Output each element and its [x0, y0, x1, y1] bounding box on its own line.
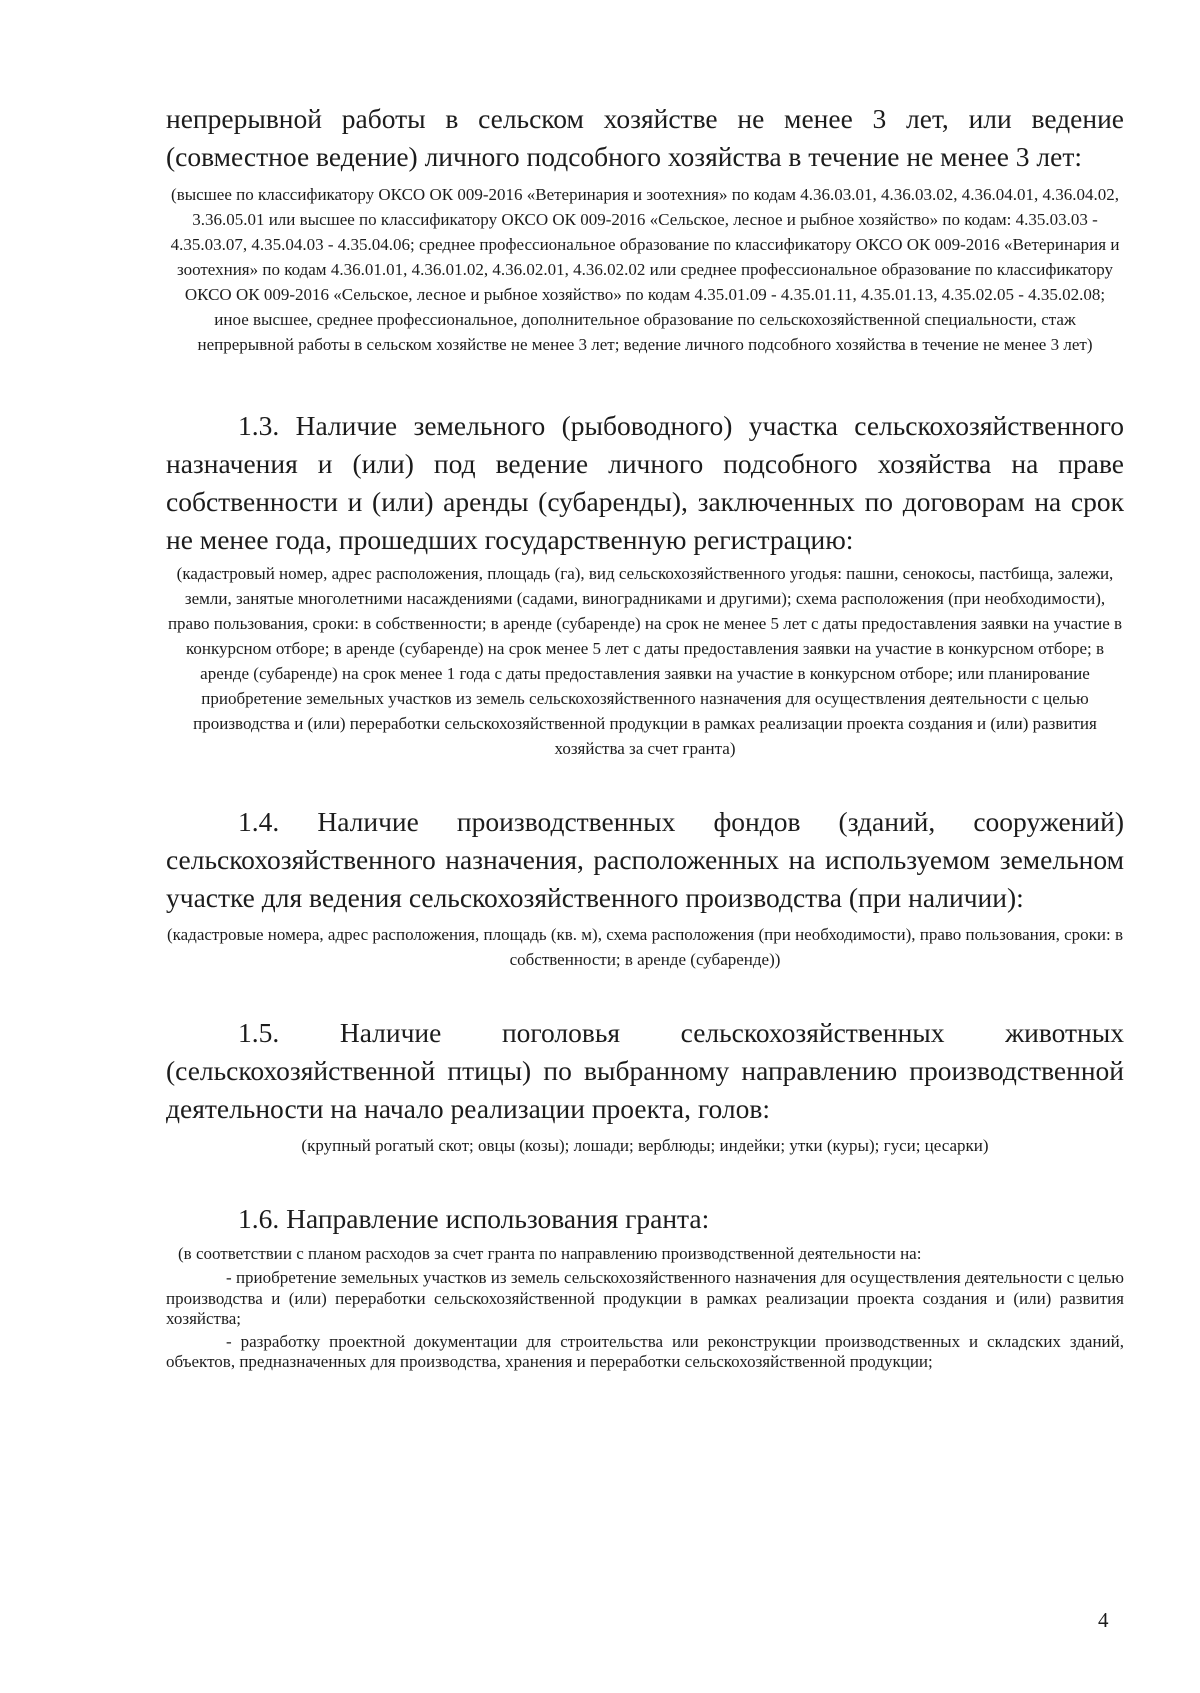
section-1-5-paragraph: 1.5. Наличие поголовья сельскохозяйственных животных (сельскохозяйственной птицы) по выбранному направлению производственной деятельности на начало реализации проекта, голов: — [166, 1017, 1124, 1124]
section-1-6-note: (в соответствии с планом расходов за счет гранта по направлению производственной деятельности на: — [178, 1244, 922, 1263]
section-1-3-paragraph: 1.3. Наличие земельного (рыбоводного) участка сельскохозяйственного назначения и (или) под ведение личного подсобного хозяйства на праве собственности и (или) аренды (субаренды), заключенных по договорам на срок не менее года, прошедших государственную регистрацию: — [166, 410, 1124, 555]
section-1-5-note: (крупный рогатый скот; овцы (козы); лошади; верблюды; индейки; утки (куры); гуси; цесарки) — [301, 1136, 989, 1155]
document-body — [166, 100, 1124, 1373]
section-1-4-note: (кадастровые номера, адрес расположения, площадь (кв. м), схема расположения (при необходимости), право пользования, сроки: в собственности; в аренде (субаренде)) — [166, 925, 1124, 969]
intro-paragraph: непрерывной работы в сельском хозяйстве не менее 3 лет, или ведение (совместное ведение) личного подсобного хозяйства в течение не менее 3 лет: — [166, 103, 1124, 172]
section-1-3-note: (кадастровый номер, адрес расположения, площадь (га), вид сельскохозяйственного угодья: пашни, сенокосы, пастбища, залежи, земли, занятые многолетними насаждениями (садами, виноградниками и другими); схема расположения (при необходимости), право пользования, сроки: в собственности; в аренде (субаренде) на срок не менее 5 лет с даты предоставления заявки на участие в конкурсном отборе; в аренде (субаренде) на срок менее 5 лет с даты предоставления заявки на участие в конкурсном отборе; в аренде (субаренде) на срок менее 1 года с даты предоставления заявки на участие в конкурсном отборе; или планирование приобретение земельных участков из земель сельскохозяйственного назначения для осуществления деятельности с целью производства и (или) переработки сельскохозяйственной продукции в рамках реализации проекта создания и (или) развития хозяйства за счет гранта) — [167, 564, 1123, 758]
list-item: - приобретение земельных участков из земель сельскохозяйственного назначения для осуществления деятельности с целью производства и (или) переработки сельскохозяйственной продукции в рамках реализации проекта создания и (или) развития хозяйства; — [166, 1268, 1124, 1328]
section-1-4-paragraph: 1.4. Наличие производственных фондов (зданий, сооружений) сельскохозяйственного назначения, расположенных на используемом земельном участке для ведения сельскохозяйственного производства (при наличии): — [166, 806, 1124, 913]
intro-note: (высшее по классификатору ОКСО ОК 009-2016 «Ветеринария и зоотехния» по кодам 4.36.03.01, 4.36.03.02, 4.36.04.01, 4.36.04.02, 3.36.05.01 или высшее по классификатору ОКСО ОК 009-2016 «Сельское, лесное и рыбное хозяйство» по кодам: 4.35.03.03 - 4.35.03.07, 4.35.04.03 - 4.35.04.06; среднее профессиональное образование по классификатору ОКСО ОК 009-2016 «Ветеринария и зоотехния» по кодам 4.36.01.01, 4.36.01.02, 4.36.02.01, 4.36.02.02 или среднее профессиональное образование по классификатору ОКСО ОК 009-2016 «Сельское, лесное и рыбное хозяйство» по кодам 4.35.01.09 - 4.35.01.11, 4.35.01.13, 4.35.02.05 - 4.35.02.08; иное высшее, среднее профессиональное, дополнительное образование по сельскохозяйственной специальности, стаж непрерывной работы в сельском хозяйстве не менее 3 лет; ведение личного подсобного хозяйства в течение не менее 3 лет) — [170, 185, 1120, 354]
page-number: 4 — [1098, 1608, 1109, 1632]
section-1-6-paragraph: 1.6. Направление использования гранта: — [238, 1203, 710, 1234]
list-item: - разработку проектной документации для строительства или реконструкции производственных и складских зданий, объектов, предназначенных для производства, хранения и переработки сельскохозяйственной продукции; — [166, 1331, 1124, 1371]
